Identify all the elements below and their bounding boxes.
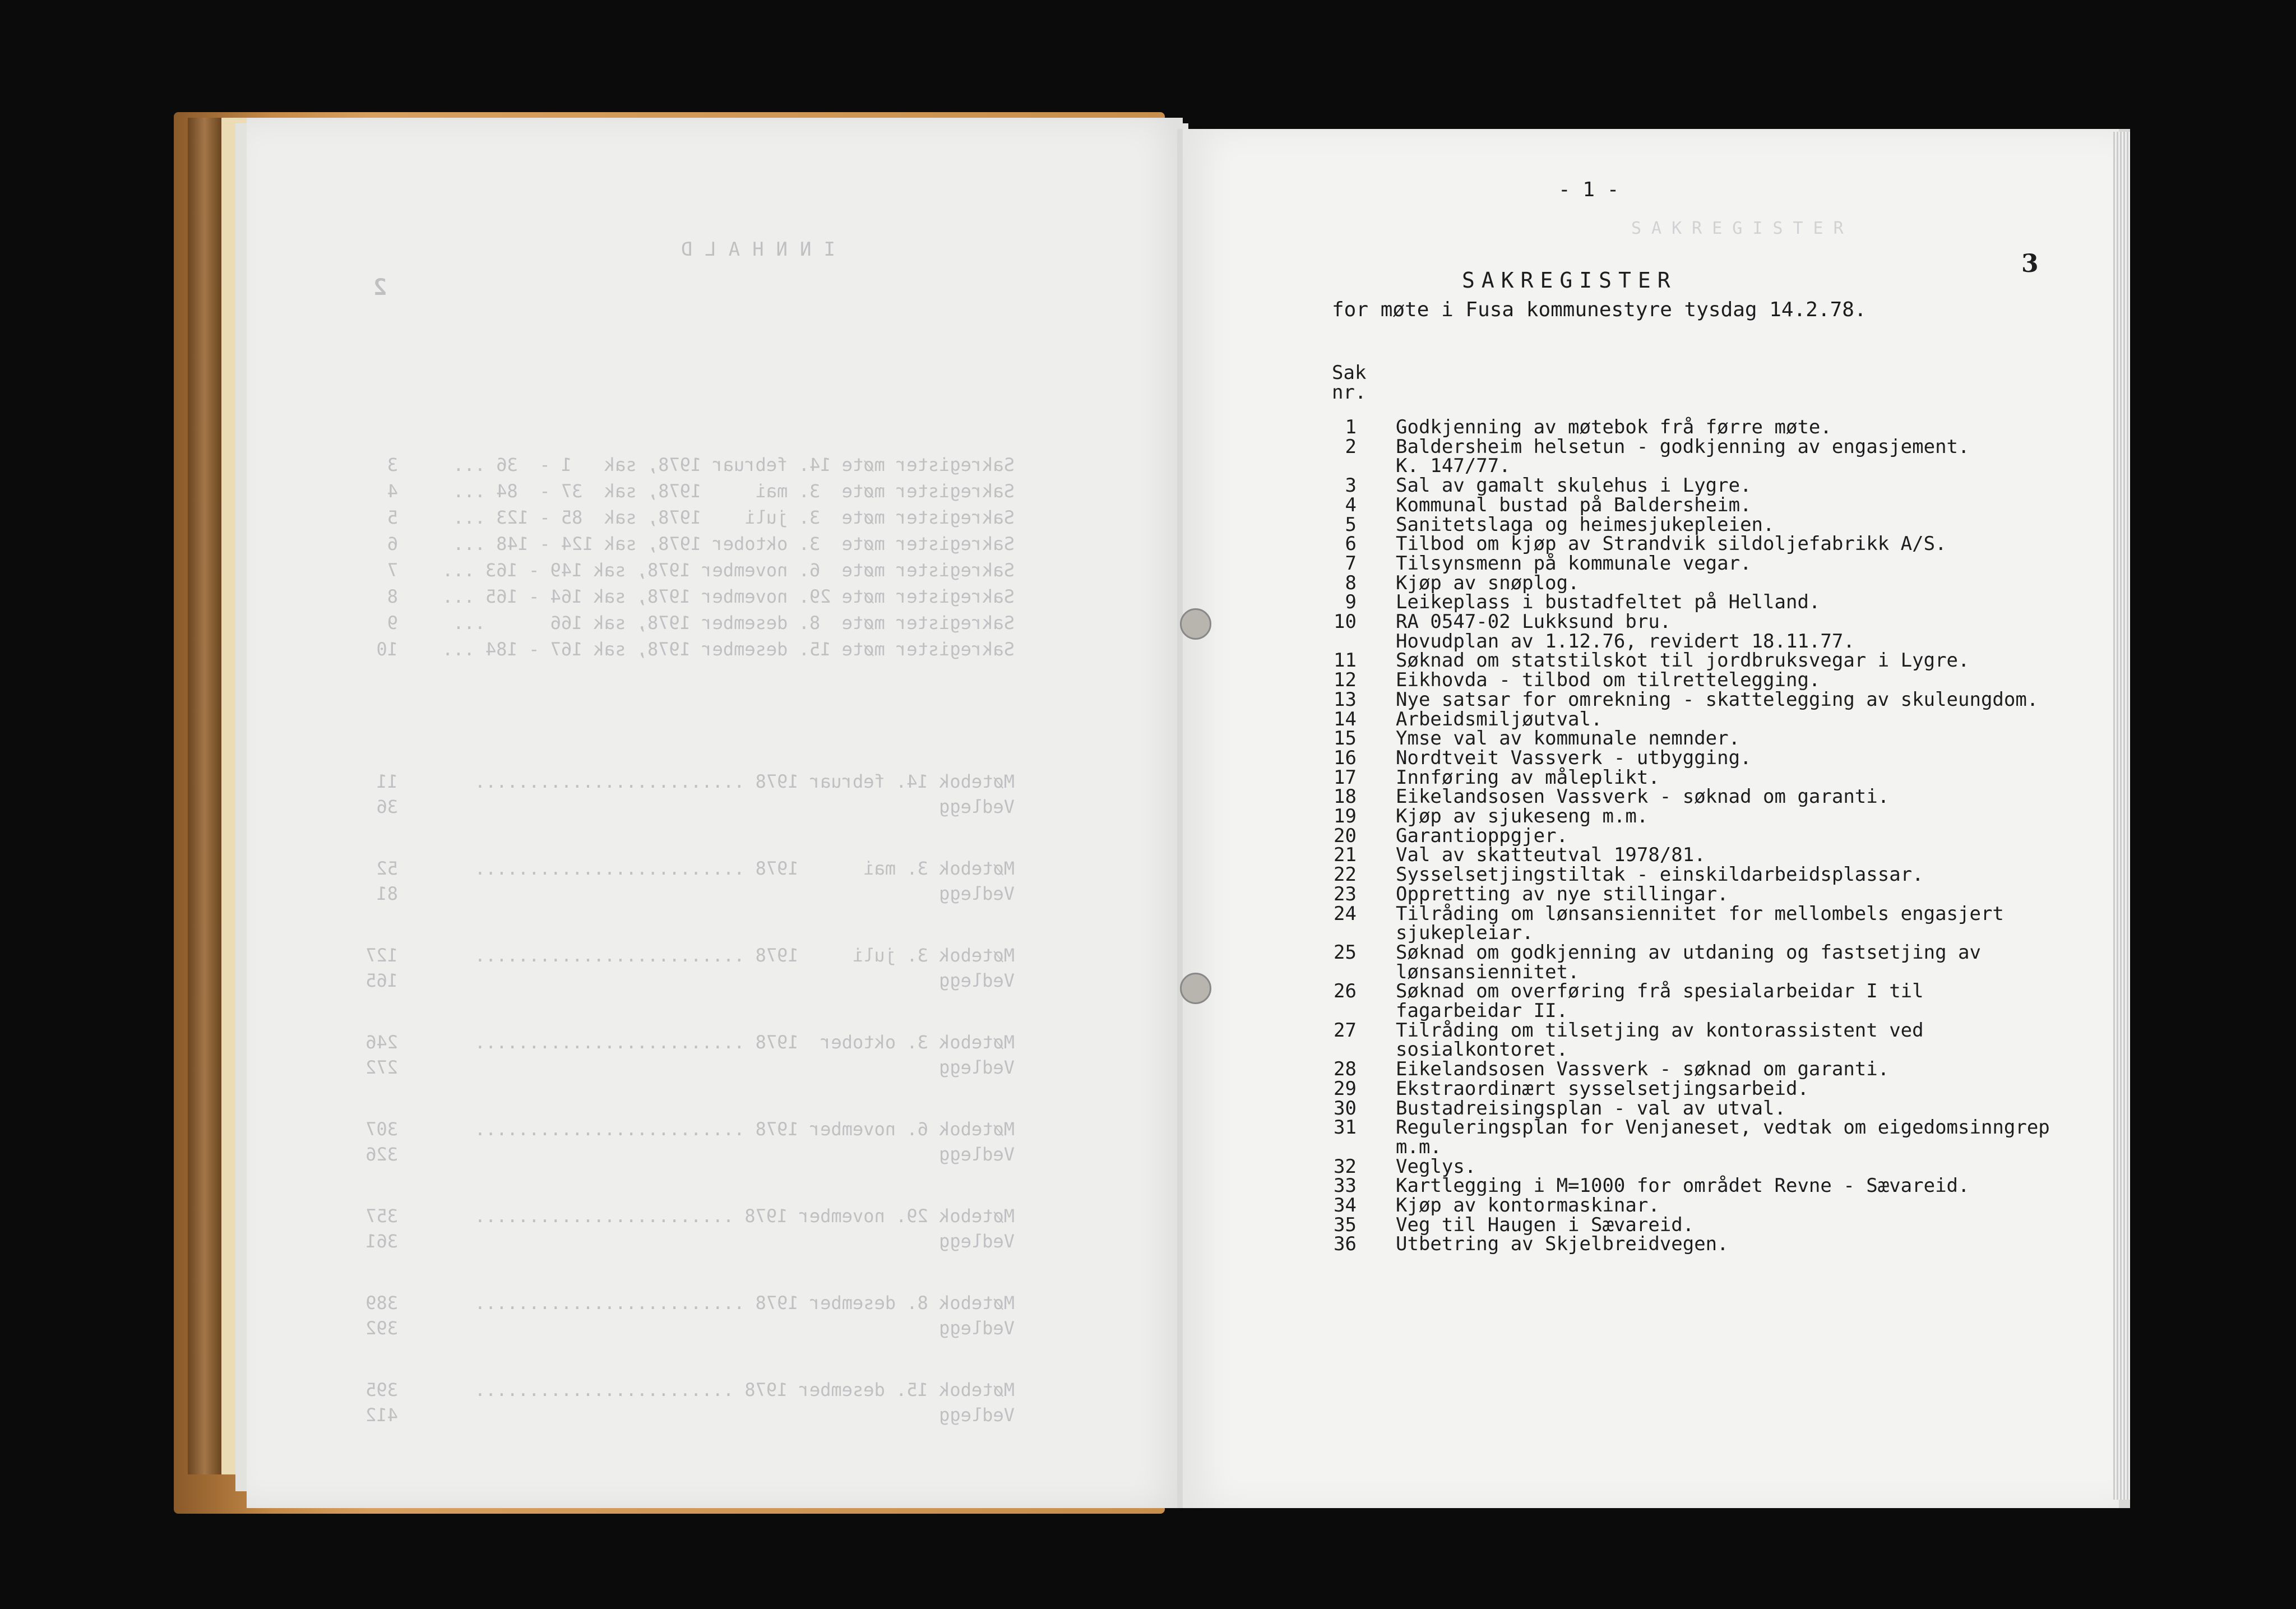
case-list-item xyxy=(1300,729,1740,748)
meeting-entry: Møtebok 29. november 1978 ........................ xyxy=(474,1205,1015,1227)
case-list-item xyxy=(1300,1157,1476,1176)
case-title: Søknad om overføring frå spesialarbeidar I til xyxy=(1396,980,1924,1003)
case-list-item xyxy=(1300,710,1602,729)
toc-page-number: 10 xyxy=(376,639,398,660)
case-title: Kommunal bustad på Baldersheim. xyxy=(1396,493,1752,516)
case-list-item xyxy=(1300,1079,1809,1098)
case-list-item xyxy=(1300,571,1580,594)
case-title: Sysselsetjingstiltak - einskildarbeidsplassar. xyxy=(1396,863,1924,886)
case-number: 16 xyxy=(1334,746,1357,769)
case-title: Sal av gamalt skulehus i Lygre. xyxy=(1396,474,1752,497)
case-list-item xyxy=(1300,476,1752,495)
toc-page-number: 3 xyxy=(387,454,398,475)
meeting-page-number: 52 xyxy=(376,858,398,879)
meeting-entry: Møtebok 15. desember 1978 ........................ xyxy=(474,1379,1015,1400)
vedlegg-page-number: 36 xyxy=(376,796,398,817)
meeting-entry: Møtebok 8. desember 1978 ......................... xyxy=(474,1292,1015,1314)
toc-page-number: 7 xyxy=(387,560,398,581)
case-title: Baldersheim helsetun - godkjenning av engasjement. xyxy=(1396,435,1970,458)
toc-entry: Sakregister møte 3. juli 1978, sak 85 - 123 ... xyxy=(453,507,1015,528)
case-number: 2 xyxy=(1345,435,1357,458)
column-header-nr: nr. xyxy=(1332,381,1367,404)
case-list-item xyxy=(1300,554,1752,573)
case-list-item xyxy=(1300,748,1752,767)
case-number: 7 xyxy=(1345,552,1357,575)
case-title: Hovudplan av 1.12.76, revidert 18.11.77. xyxy=(1396,630,1855,653)
meeting-page-number: 357 xyxy=(365,1205,398,1227)
case-title: Innføring av måleplikt. xyxy=(1396,766,1660,789)
case-title: Tilsynsmenn på kommunale vegar. xyxy=(1396,552,1752,575)
case-number: 21 xyxy=(1334,844,1357,867)
meeting-vedlegg: Vedlegg xyxy=(939,883,1015,904)
case-list-item xyxy=(1300,651,1970,670)
case-list-item xyxy=(1300,1235,1729,1254)
case-list-item xyxy=(1300,844,1706,867)
case-list-item xyxy=(1300,1060,1889,1079)
case-list-item xyxy=(1300,1196,1660,1215)
meeting-vedlegg: Vedlegg xyxy=(939,1231,1015,1252)
toc-page-number: 9 xyxy=(387,612,398,634)
case-title: Tilråding om lønsansiennitet for mellombels engasjert xyxy=(1396,902,2004,925)
case-number: 14 xyxy=(1334,708,1357,730)
case-number: 9 xyxy=(1345,591,1357,614)
left-page-number: 2 xyxy=(373,275,387,300)
case-number: 6 xyxy=(1345,533,1357,556)
meeting-entry: Møtebok 6. november 1978 ......................... xyxy=(474,1118,1015,1140)
case-title: RA 0547-02 Lukksund bru. xyxy=(1396,611,1672,633)
case-list-item xyxy=(1300,922,1534,945)
case-title: Kjøp av kontormaskinar. xyxy=(1396,1194,1660,1217)
case-title: Kartlegging i M=1000 for området Revne - Sævareid. xyxy=(1396,1175,1970,1197)
case-number: 19 xyxy=(1334,805,1357,827)
case-list-item xyxy=(1300,1099,1786,1118)
meeting-entry: Møtebok 14. februar 1978 ......................... xyxy=(474,771,1015,792)
toc-page-number: 5 xyxy=(387,507,398,528)
punch-hole-bottom xyxy=(1180,973,1211,1004)
case-title: Garantioppgjer. xyxy=(1396,824,1568,847)
case-list-item xyxy=(1300,807,1648,826)
case-title: m.m. xyxy=(1396,1135,1442,1158)
case-list-item xyxy=(1300,1135,1442,1158)
register-subtitle: for møte i Fusa kommunestyre tysdag 14.2.78. xyxy=(1332,298,1867,321)
case-title: Utbetring av Skjelbreidvegen. xyxy=(1396,1233,1729,1256)
case-number: 26 xyxy=(1334,980,1357,1003)
case-list-item xyxy=(1300,1040,1568,1059)
vedlegg-page-number: 361 xyxy=(365,1231,398,1252)
case-list-item xyxy=(1300,943,1981,962)
case-title: Eikelandsosen Vassverk - søknad om garanti. xyxy=(1396,785,1890,808)
toc-page-number: 4 xyxy=(387,480,398,502)
case-title: Kjøp av sjukeseng m.m. xyxy=(1396,805,1649,827)
case-number: 25 xyxy=(1334,941,1357,964)
case-list-item xyxy=(1300,787,1889,806)
case-title: fagarbeidar II. xyxy=(1396,1000,1568,1022)
case-title: Val av skatteutval 1978/81. xyxy=(1396,844,1706,867)
case-title: Arbeidsmiljøutval. xyxy=(1396,708,1603,730)
case-number: 18 xyxy=(1334,785,1357,808)
case-list-item xyxy=(1300,882,1729,905)
case-title: Sanitetslaga og heimesjukepleien. xyxy=(1396,513,1775,536)
case-title: Leikeplass i bustadfeltet på Helland. xyxy=(1396,591,1821,614)
vedlegg-page-number: 412 xyxy=(365,1404,398,1426)
vedlegg-page-number: 392 xyxy=(365,1317,398,1339)
case-list-item xyxy=(1300,593,1820,612)
case-title: Veglys. xyxy=(1396,1155,1476,1178)
case-number: 13 xyxy=(1334,688,1357,711)
case-number: 15 xyxy=(1334,727,1357,750)
case-number: 34 xyxy=(1334,1194,1357,1217)
toc-entry: Sakregister møte 8. desember 1978, sak 166 ... xyxy=(453,612,1015,634)
toc-entry: Sakregister møte 15. desember 1978, sak 167 - 184 ... xyxy=(442,639,1015,660)
meeting-page-number: 307 xyxy=(365,1118,398,1140)
case-list-item xyxy=(1300,826,1568,845)
vedlegg-page-number: 81 xyxy=(376,883,398,904)
case-list-item xyxy=(1300,493,1752,516)
case-list-item xyxy=(1300,1176,1970,1195)
meeting-vedlegg: Vedlegg xyxy=(939,796,1015,817)
toc-entry: Sakregister møte 6. november 1978, sak 149 - 163 ... xyxy=(442,560,1015,581)
case-title: Kjøp av snøplog. xyxy=(1396,571,1580,594)
toc-page-number: 8 xyxy=(387,586,398,607)
case-title: lønsansiennitet. xyxy=(1396,960,1580,983)
case-title: sjukepleiar. xyxy=(1396,922,1534,945)
toc-entry: Sakregister møte 3. oktober 1978, sak 124 - 148 ... xyxy=(453,533,1015,554)
case-title: Tilråding om tilsetjing av kontorassistent ved xyxy=(1396,1019,1924,1042)
case-list xyxy=(1300,418,2119,1264)
case-list-item xyxy=(1300,612,1671,631)
case-number: 30 xyxy=(1334,1097,1357,1120)
case-list-item xyxy=(1300,904,2004,923)
case-list-item xyxy=(1300,982,1924,1001)
case-list-item xyxy=(1300,1118,2050,1137)
case-number: 10 xyxy=(1334,611,1357,633)
meeting-vedlegg: Vedlegg xyxy=(939,1057,1015,1078)
register-title: SAKREGISTER xyxy=(1462,268,1677,293)
left-page xyxy=(247,118,1183,1508)
case-list-item xyxy=(1300,418,1832,437)
meeting-entry: Møtebok 3. juli 1978 ......................... xyxy=(474,945,1015,966)
case-title: Søknad om statstilskot til jordbruksvegar i Lygre. xyxy=(1396,649,1970,672)
meeting-vedlegg: Vedlegg xyxy=(939,1317,1015,1339)
case-number: 11 xyxy=(1334,649,1357,672)
case-number: 17 xyxy=(1334,766,1357,789)
case-title: Søknad om godkjenning av utdaning og fastsetjing av xyxy=(1396,941,1981,964)
meeting-vedlegg: Vedlegg xyxy=(939,1404,1015,1426)
case-list-item xyxy=(1300,671,1820,690)
case-list-item xyxy=(1300,1021,1924,1040)
stamped-page-number: 3 xyxy=(2021,249,2039,278)
page-marker: - 1 - xyxy=(1558,178,1619,201)
case-list-item xyxy=(1300,455,1511,478)
case-number: 12 xyxy=(1334,669,1357,692)
case-number: 5 xyxy=(1345,513,1357,536)
case-number: 27 xyxy=(1334,1019,1357,1042)
case-number: 24 xyxy=(1334,902,1357,925)
case-list-item xyxy=(1300,960,1580,983)
case-list-item xyxy=(1300,437,1970,456)
left-page-showthrough xyxy=(247,118,1183,1508)
vedlegg-page-number: 272 xyxy=(365,1057,398,1078)
meeting-page-number: 11 xyxy=(376,771,398,792)
case-title: Eikelandsosen Vassverk - søknad om garanti. xyxy=(1396,1058,1890,1081)
meeting-page-number: 389 xyxy=(365,1292,398,1314)
case-number: 8 xyxy=(1345,571,1357,594)
case-list-item xyxy=(1300,768,1660,787)
case-number: 36 xyxy=(1334,1233,1357,1256)
case-list-item xyxy=(1300,690,2038,709)
case-number: 1 xyxy=(1345,416,1357,438)
case-title: Bustadreisingsplan - val av utval. xyxy=(1396,1097,1786,1120)
meeting-vedlegg: Vedlegg xyxy=(939,970,1015,991)
case-number: 20 xyxy=(1334,824,1357,847)
case-title: Nye satsar for omrekning - skattelegging av skuleungdom. xyxy=(1396,688,2039,711)
case-list-item xyxy=(1300,515,1775,534)
case-number: 28 xyxy=(1334,1058,1357,1081)
vedlegg-page-number: 165 xyxy=(365,970,398,991)
case-number: 32 xyxy=(1334,1155,1357,1178)
toc-entry: Sakregister møte 29. november 1978, sak 164 - 165 ... xyxy=(442,586,1015,607)
case-number: 29 xyxy=(1334,1077,1357,1100)
case-title: Nordtveit Vassverk - utbygging. xyxy=(1396,746,1752,769)
case-title: Ymse val av kommunale nemnder. xyxy=(1396,727,1740,750)
meeting-entry: Møtebok 3. mai 1978 ......................... xyxy=(474,858,1015,879)
case-list-item xyxy=(1300,533,1947,556)
case-title: Veg til Haugen i Sævareid. xyxy=(1396,1213,1695,1236)
meeting-page-number: 127 xyxy=(365,945,398,966)
case-number: 4 xyxy=(1345,493,1357,516)
punch-hole-top xyxy=(1180,608,1211,640)
vedlegg-page-number: 326 xyxy=(365,1144,398,1165)
case-number: 23 xyxy=(1334,882,1357,905)
case-number: 35 xyxy=(1334,1213,1357,1236)
case-title: Ekstraordinært sysselsetjingsarbeid. xyxy=(1396,1077,1809,1100)
case-number: 31 xyxy=(1334,1116,1357,1139)
meeting-entry: Møtebok 3. oktober 1978 ......................... xyxy=(474,1032,1015,1053)
meeting-page-number: 395 xyxy=(365,1379,398,1400)
case-title: sosialkontoret. xyxy=(1396,1038,1568,1061)
case-number: 22 xyxy=(1334,863,1357,886)
column-header-sak: Sak xyxy=(1332,362,1367,384)
case-title: Tilbod om kjøp av Strandvik sildoljefabrikk A/S. xyxy=(1396,533,1947,556)
case-title: Reguleringsplan for Venjaneset, vedtak om eigedomsinngrep xyxy=(1396,1116,2050,1139)
binder-spine-strip xyxy=(188,118,221,1474)
toc-entry: Sakregister møte 3. mai 1978, sak 37 - 84 ... xyxy=(453,480,1015,502)
case-list-item xyxy=(1300,1215,1694,1235)
case-title: Eikhovda - tilbod om tilrettelegging. xyxy=(1396,669,1821,692)
case-number: 3 xyxy=(1345,474,1357,497)
toc-heading: INNHALD xyxy=(668,238,835,261)
case-title: Godkjenning av møtebok frå førre møte. xyxy=(1396,416,1832,438)
case-title: Oppretting av nye stillingar. xyxy=(1396,882,1729,905)
meeting-page-number: 246 xyxy=(365,1032,398,1053)
case-title: K. 147/77. xyxy=(1396,455,1511,478)
case-list-item xyxy=(1300,865,1924,884)
toc-entry: Sakregister møte 14. februar 1978, sak 1 - 36 ... xyxy=(453,454,1015,475)
case-list-item xyxy=(1300,632,1855,651)
case-list-item xyxy=(1300,1001,1568,1020)
showthrough-title: SAKREGISTER xyxy=(1631,219,1854,238)
toc-page-number: 6 xyxy=(387,533,398,554)
meeting-vedlegg: Vedlegg xyxy=(939,1144,1015,1165)
case-number: 33 xyxy=(1334,1175,1357,1197)
